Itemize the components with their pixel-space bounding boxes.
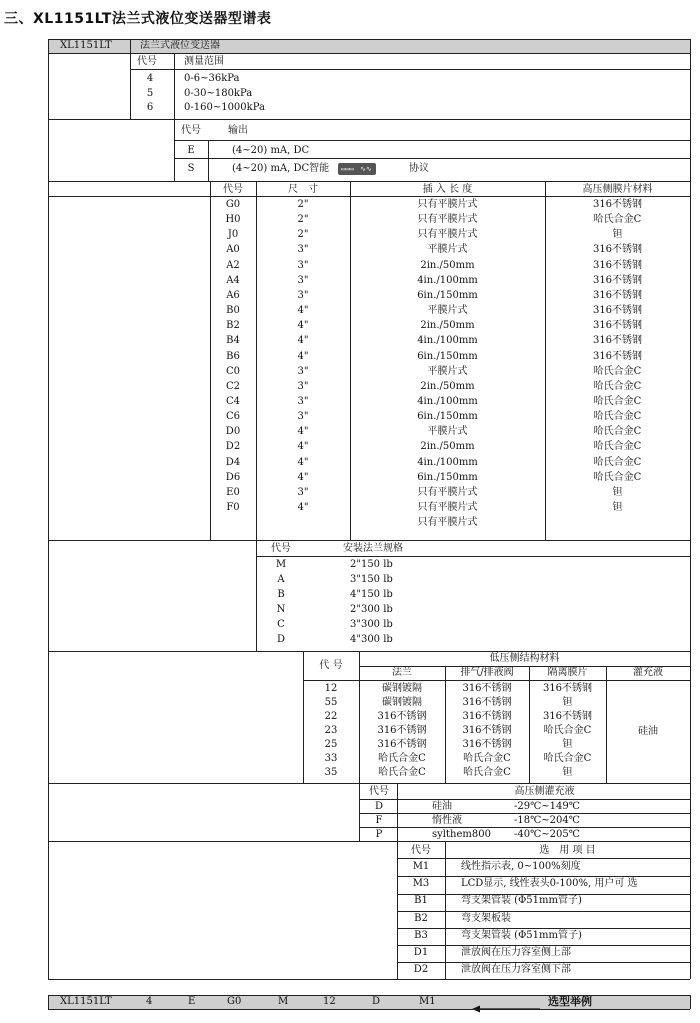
output-code: S [187,163,195,174]
output-extra: 协议 [409,163,429,174]
size-value: 4" [297,441,309,453]
lowside-diaphragm: 316不锈钢 [542,683,593,694]
insert-length: 只有平膜片式 [417,517,478,529]
lowside-valve: 316不锈钢 [462,683,512,694]
size-value: 3" [297,486,309,498]
lowside-code: 55 [324,697,338,708]
diaphragm-material: 哈氏合金C [593,411,642,423]
diaphragm-material: 316不锈钢 [592,244,643,256]
size-code: E0 [226,486,240,498]
lowside-flange: 碳钢镀隔 [382,697,422,708]
diaphragm-material: 316不锈钢 [592,274,643,286]
example-part-flange: M [278,996,289,1007]
diaphragm-material: 哈氏合金C [593,426,642,438]
example-part-range: 4 [146,996,153,1007]
size-header-code: 代号 [223,184,243,195]
size-value: 3" [297,411,309,423]
section-title: 三、XL1151LT法兰式液位变送器型谱表 [4,11,272,27]
size-value: 3" [297,259,309,271]
flange-code: A [277,574,285,585]
lowside-valve: 316不锈钢 [462,697,512,708]
options-code-label: 代号 [411,845,431,856]
lowside-code: 22 [324,711,338,722]
fluid-name: 硅油 [432,801,452,812]
range-code: 6 [146,102,154,113]
diaphragm-material: 316不锈钢 [592,350,643,362]
option-code: D1 [413,947,429,958]
lowside-diaphragm: 哈氏合金C [543,725,592,736]
size-code: D6 [225,471,241,483]
header-model: XL1151LT [60,40,112,51]
size-value: 3" [297,380,309,392]
size-header-material: 高压侧膜片材料 [582,184,653,195]
option-value: 泄放阀在压力容室侧上部 [461,947,571,958]
flange-code-label: 代号 [271,543,291,554]
fluid-code-label: 代号 [369,786,389,797]
example-part-model: XL1151LT [60,996,112,1007]
diaphragm-material: 哈氏合金C [593,214,642,226]
flange-code: B [277,589,285,600]
range-value: 0-160~1000kPa [184,102,265,113]
size-value: 4" [297,350,309,362]
size-code: D2 [225,441,241,453]
size-code: B0 [226,305,240,317]
insert-length: 平膜片式 [427,365,468,377]
insert-length: 4in./100mm [417,335,478,347]
lowside-diaphragm: 316不锈钢 [542,711,593,722]
insert-length: 只有平膜片式 [417,502,478,513]
flange-value: 4"150 lb [350,589,393,600]
options-title: 选 用 项 目 [539,845,596,856]
size-code: G0 [225,199,241,210]
size-code: D4 [225,456,241,468]
option-value: 泄放阀在压力容室侧下部 [461,964,571,976]
option-value: 弯支架管装 (Φ51mm管子) [461,895,582,907]
lowside-valve: 316不锈钢 [462,725,512,736]
option-code: D2 [413,964,429,976]
diaphragm-material: 316不锈钢 [592,305,643,317]
insert-length: 只有平膜片式 [417,486,478,498]
insert-length: 平膜片式 [427,426,468,438]
fluid-name: sylthem800 [432,829,491,840]
size-value: 3" [297,395,309,407]
lowside-code: 25 [324,739,338,750]
size-code: C6 [225,411,240,423]
size-code: A4 [226,274,240,286]
diaphragm-material: 哈氏合金C [593,441,642,453]
flange-value: 4"300 lb [350,634,393,645]
insert-length: 6in./150mm [417,411,478,423]
size-code: B6 [226,350,240,362]
lowside-sub-valve: 排气/排液阀 [460,667,514,678]
range-value: 0-30~180kPa [184,88,253,99]
example-label: 选型举例 [548,995,592,1008]
output-value: (4~20) mA, DC智能 [232,163,330,174]
size-code: D0 [225,426,241,438]
option-code: M1 [412,861,430,872]
output-code: E [187,145,195,156]
lowside-sub-fill: 灌充液 [633,667,663,678]
flange-value: 2"300 lb [350,604,393,615]
example-part-output: E [188,996,196,1007]
insert-length: 6in./150mm [417,471,478,483]
size-header-length: 插 入 长 度 [422,184,473,195]
diaphragm-material: 316不锈钢 [592,320,643,332]
size-value: 4" [297,320,309,332]
lowside-diaphragm: 钽 [562,697,573,708]
insert-length: 只有平膜片式 [417,214,478,226]
insert-length: 2in./50mm [420,259,475,271]
insert-length: 2in./50mm [420,380,475,392]
fluid-code: F [375,815,383,826]
lowside-code: 33 [324,753,338,764]
lowside-sub-flange: 法兰 [392,667,412,678]
flange-code: M [275,559,287,570]
insert-length: 2in./50mm [420,320,475,332]
size-code: A2 [226,259,240,271]
size-value: 3" [297,274,309,286]
lowside-valve: 哈氏合金C [463,753,511,764]
diaphragm-material: 钽 [612,502,623,513]
diaphragm-material: 316不锈钢 [592,199,643,210]
lowside-flange: 316不锈钢 [377,711,427,722]
flange-code: D [276,634,286,645]
diaphragm-material: 钽 [612,229,623,241]
size-code: A6 [226,289,240,301]
insert-length: 平膜片式 [427,244,468,256]
example-part-option: M1 [419,996,436,1007]
size-value: 4" [297,502,309,513]
lowside-diaphragm: 哈氏合金C [543,753,592,764]
option-code: M3 [412,878,430,890]
size-value: 4" [297,426,309,438]
output-code-label: 代号 [181,125,201,136]
option-value: 线性指示表, 0~100%刻度 [461,861,581,872]
example-bar [48,995,690,1009]
lowside-flange: 316不锈钢 [377,739,427,750]
option-value: LCD显示, 线性表头0-100%, 用户可 选 [461,878,638,890]
lowside-diaphragm: 钽 [562,739,573,750]
size-value: 3" [297,244,309,256]
diaphragm-material: 哈氏合金C [593,456,642,468]
size-code: B2 [226,320,240,332]
fluid-code: P [375,829,383,840]
insert-length: 2in./50mm [420,441,475,453]
fluid-name: 惰性液 [432,815,462,826]
flange-value: 2"150 lb [350,559,393,570]
diaphragm-material: 316不锈钢 [592,259,643,271]
range-code: 5 [146,88,154,99]
hart-protocol-icon: ▭▭▭ ∿∿ [338,163,376,175]
size-value: 4" [297,335,309,347]
lowside-diaphragm: 钽 [562,767,573,778]
option-code: B3 [414,929,428,941]
fluid-range: -29℃~149℃ [514,801,580,812]
example-part-fluid: D [372,996,381,1007]
range-code: 4 [146,73,154,84]
lowside-code: 35 [324,767,338,778]
size-value: 4" [297,305,309,317]
lowside-valve: 哈氏合金C [463,767,511,778]
range-code-label: 代号 [137,56,157,67]
insert-length: 只有平膜片式 [417,229,478,241]
size-value: 2" [297,214,309,226]
flange-title: 安装法兰规格 [343,543,403,554]
insert-length: 平膜片式 [427,305,468,317]
example-part-size: G0 [227,996,242,1007]
size-code: C2 [225,380,240,392]
lowside-flange: 316不锈钢 [377,725,427,736]
fluid-range: -18℃~204℃ [514,815,580,826]
size-code: C4 [225,395,240,407]
lowside-flange: 哈氏合金C [378,767,426,778]
size-code: B4 [226,335,240,347]
fluid-code: D [374,801,384,812]
fluid-range: -40℃~205℃ [514,829,580,840]
size-value: 4" [297,471,309,483]
diaphragm-material: 哈氏合金C [593,380,642,392]
output-title: 输出 [228,125,248,136]
insert-length: 4in./100mm [417,456,478,468]
insert-length: 6in./150mm [417,350,478,362]
size-value: 2" [297,199,309,210]
lowside-fill-value: 硅油 [638,726,658,737]
option-code: B2 [414,912,428,924]
insert-length: 6in./150mm [417,289,478,301]
size-value: 4" [297,456,309,468]
insert-length: 4in./100mm [417,395,478,407]
range-title: 测量范围 [184,56,224,67]
lowside-code: 12 [324,683,338,694]
flange-code: C [277,619,285,630]
size-header-size: 尺 寸 [288,184,318,195]
size-value: 2" [297,229,309,241]
lowside-title: 低压侧结构材料 [489,653,560,664]
size-code: J0 [227,229,239,241]
fluid-title: 高压侧灌充液 [514,786,575,797]
header-name: 法兰式液位变送器 [140,40,220,51]
lowside-code: 23 [324,725,338,736]
insert-length: 只有平膜片式 [417,199,478,210]
lowside-flange: 碳钢镀隔 [382,683,422,694]
size-code: C0 [225,365,240,377]
lowside-valve: 316不锈钢 [462,739,512,750]
arrow-left-icon [472,998,540,1006]
diaphragm-material: 316不锈钢 [592,335,643,347]
size-code: F0 [226,502,240,513]
size-value: 3" [297,289,309,301]
diaphragm-material: 哈氏合金C [593,365,642,377]
diaphragm-material: 钽 [612,486,623,498]
flange-value: 3"300 lb [350,619,393,630]
diaphragm-material: 哈氏合金C [593,471,642,483]
lowside-flange: 哈氏合金C [378,753,426,764]
flange-code: N [276,604,286,615]
lowside-code-label: 代 号 [319,660,343,671]
diaphragm-material: 316不锈钢 [592,289,643,301]
output-value: (4~20) mA, DC [232,145,310,156]
range-value: 0-6~36kPa [184,73,240,84]
size-code: H0 [225,214,241,226]
size-value: 3" [297,365,309,377]
option-value: 弯支架管装 (Φ51mm管子) [461,929,582,941]
insert-length: 4in./100mm [417,274,478,286]
lowside-valve: 316不锈钢 [462,711,512,722]
flange-value: 3"150 lb [350,574,393,585]
example-part-lowside: 12 [323,996,336,1007]
option-code: B1 [414,895,428,907]
diaphragm-material: 哈氏合金C [593,395,642,407]
lowside-sub-diaphragm: 隔离膜片 [547,667,588,678]
option-value: 弯支架板装 [461,912,511,924]
size-code: A0 [226,244,240,256]
